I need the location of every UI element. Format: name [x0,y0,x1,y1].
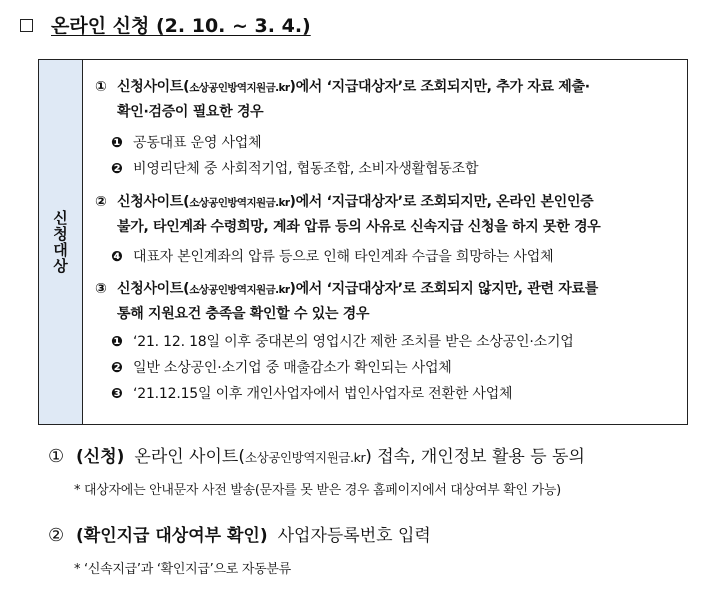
list-item [111,247,553,267]
number-bullet-icon: ❷ [111,360,123,376]
step-2-number: ② [48,525,65,546]
number-bullet-icon: ❶ [111,334,123,350]
step-1-note: * 대상자에는 안내문자 사전 발송(문자를 못 받은 경우 홈페이지에서 대상여부 확인 가능) [74,483,561,498]
list-item [111,332,574,352]
section-3-line-1: 신청사이트(소상공인방역지원금.kr)에서 ‘지급대상자’로 조회되지 않지만, 관련 자료를 [117,281,598,297]
step-1 [48,444,585,471]
section-2-line-1: 신청사이트(소상공인방역지원금.kr)에서 ‘지급대상자’로 조회되지만, 온라인 본인인증 [117,194,594,210]
step-2-text: 사업자등록번호 입력 [277,526,431,546]
item-text: 일반 소상공인·소기업 중 매출감소가 확인되는 사업체 [133,360,452,376]
section-heading [20,10,311,38]
number-bullet-icon: ❸ [111,386,123,402]
section-1-line-1: 신청사이트(소상공인방역지원금.kr)에서 ‘지급대상자’로 조회되지만, 추가 자료 제출· [117,79,590,95]
number-bullet-icon: ❷ [111,161,123,177]
list-item [111,133,261,153]
list-item [111,384,512,404]
section-2-title [95,190,683,239]
side-label: 신청대상 [51,210,69,274]
section-1-line-2: 확인·검증이 필요한 경우 [117,104,264,120]
section-2-number: ② [95,194,107,210]
section-1-number: ① [95,79,107,95]
heading-text: 온라인 신청 (2. 10. ~ 3. 4.) [51,14,311,37]
content-cell [83,60,687,424]
section-1-title [95,75,683,124]
step-2-title: (확인지급 대상여부 확인) [76,526,268,546]
checkbox-square-icon [20,19,33,32]
step-1-title: (신청) [76,447,125,467]
step-2-note: * ‘신속지급’과 ‘확인지급’으로 자동분류 [74,562,291,577]
section-3-number: ③ [95,281,107,297]
item-text: 대표자 본인계좌의 압류 등으로 인해 타인계좌 수급을 희망하는 사업체 [133,249,554,265]
number-bullet-icon: ❶ [111,135,123,151]
item-text: ‘21. 12. 18일 이후 중대본의 영업시간 제한 조치를 받은 소상공인·소기업 [133,334,574,350]
step-2 [48,523,431,549]
item-text: ‘21.12.15일 이후 개인사업자에서 법인사업자로 전환한 사업체 [133,386,513,402]
item-text: 비영리단체 중 사회적기업, 협동조합, 소비자생활협동조합 [133,161,479,177]
section-3-title [95,277,683,326]
item-text: 공동대표 운영 사업체 [133,135,262,151]
side-cell [39,60,83,424]
section-2-line-2: 불가, 타인계좌 수령희망, 계좌 압류 등의 사유로 신속지급 신청을 하지 못한 경우 [117,219,601,235]
target-table [38,59,688,425]
list-item [111,159,478,179]
section-3-line-2: 통해 지원요건 충족을 확인할 수 있는 경우 [117,306,370,322]
list-item [111,358,452,378]
step-1-text: 온라인 사이트(소상공인방역지원금.kr) 접속, 개인정보 활용 등 동의 [134,447,585,467]
number-bullet-icon: ❹ [111,249,123,265]
step-1-number: ① [48,446,65,467]
